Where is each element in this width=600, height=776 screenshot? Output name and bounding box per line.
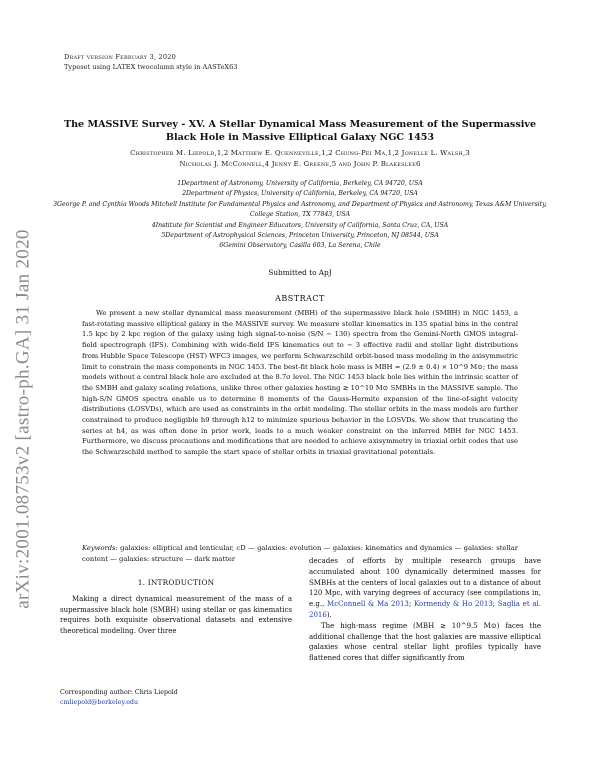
citation-link[interactable]: Kormendy & Ho 2013: [413, 600, 493, 609]
authors-line-2: Nicholas J. McConnell,4 Jenny E. Greene,5 and John P. Blakeslee6: [179, 160, 421, 168]
arxiv-identifier: arXiv:2001.08753v2 [astro-ph.GA] 31 Jan 2020: [13, 229, 34, 609]
authors-line-1: Christopher M. Liepold,1,2 Matthew E. Quenneville,1,2 Chung-Pei Ma,1,2 Jonelle L. Walsh,3: [130, 149, 470, 157]
typeset-note: Typeset using LATEX twocolumn style in AASTeX63: [64, 63, 238, 71]
paper-title: The MASSIVE Survey - XV. A Stellar Dynamical Mass Measurement of the Supermassive Black Hole in Massive Elliptical Galaxy NGC 1453: [63, 119, 537, 143]
abstract-body: [82, 308, 518, 458]
affiliation: 1Department of Astronomy, University of California, Berkeley, CA 94720, USA: [177, 180, 423, 187]
intro-text: decades of efforts by multiple research groups have accumulated about 100 dynamically determined masses for SMBHs at the centers of local galaxies out to a distance of about 120 Mpc, with varying degrees of accuracy (see compilations in, e.g.,: [309, 557, 541, 609]
abstract-text: We present a new stellar dynamical mass measurement (MBH) of the supermassive black hole (SMBH) in NGC 1453, a fast-rotating massive elliptical galaxy in the MASSIVE survey. We measure stellar kinematics in 135 spatial bins in the central 1.5 kpc by 2 kpc region of the galaxy using high signal-to-noise (S/N ∼ 130) spectra from the Gemini-North GMOS integral-field spectrograph (IFS). Combining with wide-field IFS kinematics out to ∼ 3 effective radii and stellar light distributions from Hubble Space Telescope (HST) WFC3 images, we perform Schwarzschild orbit-based mass modeling in the axisymmetric limit to constrain the mass components in NGC 1453. The best-fit black hole mass is MBH = (2.9 ± 0.4) × 10^9 M⊙; the mass models without a central black hole are excluded at the 8.7σ level. The NGC 1453 black hole lies within the intrinsic scatter of the SMBH and galaxy scaling relations, unlike three other galaxies hosting ≳ 10^10 M⊙ SMBHs in the MASSIVE sample. The high-S/N GMOS spectra enable us to determine 8 moments of the Gauss-Hermite expansion of the line-of-sight velocity distributions (LOSVDs), which are used as constraints in the orbit modeling. The stellar orbits in the mass models are further constrained to produce negligible h9 through h12 to minimize spurious behavior in the LOSVDs. We show that truncating the series at h4, as was often done in prior work, leads to a much weaker constraint on the inferred MBH for NGC 1453. Furthermore, we discuss precautions and modifications that are needed to achieve axisymmetry in triaxial orbit codes that use the Schwarzschild method to sample the start space of stellar orbits in triaxial gravitational potentials.: [82, 309, 518, 457]
keywords-text: galaxies: elliptical and lenticular, cD — galaxies: evolution — galaxies: kinematics and dynamics — galaxies: stellar content — galaxies: structure — dark matter: [82, 544, 518, 563]
affiliation: 4Institute for Scientist and Engineer Educators, University of California, Santa Cruz, CA, USA: [151, 221, 449, 229]
submitted-note: Submitted to ApJ: [268, 268, 332, 277]
author-list: [60, 148, 540, 170]
corresponding-author: Corresponding author: Chris Liepold: [60, 689, 178, 696]
affiliations: [50, 179, 550, 252]
citation-link[interactable]: Saglia et al. 2016: [309, 600, 541, 619]
intro-paragraph: Making a direct dynamical measurement of the mass of a supermassive black hole (SMBH) using stellar or gas kinematics requires both exquisite observational datasets and extensive theoretical modeling. Over three: [60, 594, 292, 636]
affiliation: 2Department of Physics, University of California, Berkeley, CA 94720, USA: [182, 190, 418, 198]
section-heading: 1. INTRODUCTION: [137, 578, 215, 587]
intro-paragraph-continued: decades of efforts by multiple research groups have accumulated about 100 dynamically determined masses for SMBHs at the centers of local galaxies out to a distance of about 120 Mpc, with varying degrees of accuracy (see compilations in, e.g., McConnell & Ma 2013; Kormendy & Ho 2013; Saglia et al. 2016).: [309, 557, 541, 619]
affiliation: 3George P. and Cynthia Woods Mitchell Institute for Fundamental Physics and Astronomy, and Department of Physics and Astronomy, Texas A&M University, College Station, TX 77843, USA: [53, 200, 547, 219]
affiliation: 5Department of Astrophysical Sciences, Princeton University, Princeton, NJ 08544, USA: [161, 232, 439, 240]
keywords-label: Keywords:: [82, 544, 118, 552]
intro-paragraph: The high-mass regime (MBH ≳ 10^9.5 M⊙) faces the additional challenge that the host galaxies are massive elliptical galaxies whose central stellar light profiles typically have flattened cores that differ significantly from: [309, 621, 541, 663]
author-email-link[interactable]: cmliepold@berkeley.edu: [60, 698, 139, 706]
citation-link[interactable]: McConnell & Ma 2013: [327, 600, 409, 609]
corresponding-author-footer: [60, 688, 292, 707]
arxiv-stamp: [4, 194, 44, 644]
draft-version: Draft version February 3, 2020: [64, 53, 177, 61]
draft-header: [64, 52, 237, 72]
left-column: [60, 578, 292, 637]
affiliation: 6Gemini Observatory, Casilla 603, La Serena, Chile: [219, 242, 381, 250]
right-column: [309, 556, 541, 664]
abstract-heading: ABSTRACT: [275, 294, 325, 303]
